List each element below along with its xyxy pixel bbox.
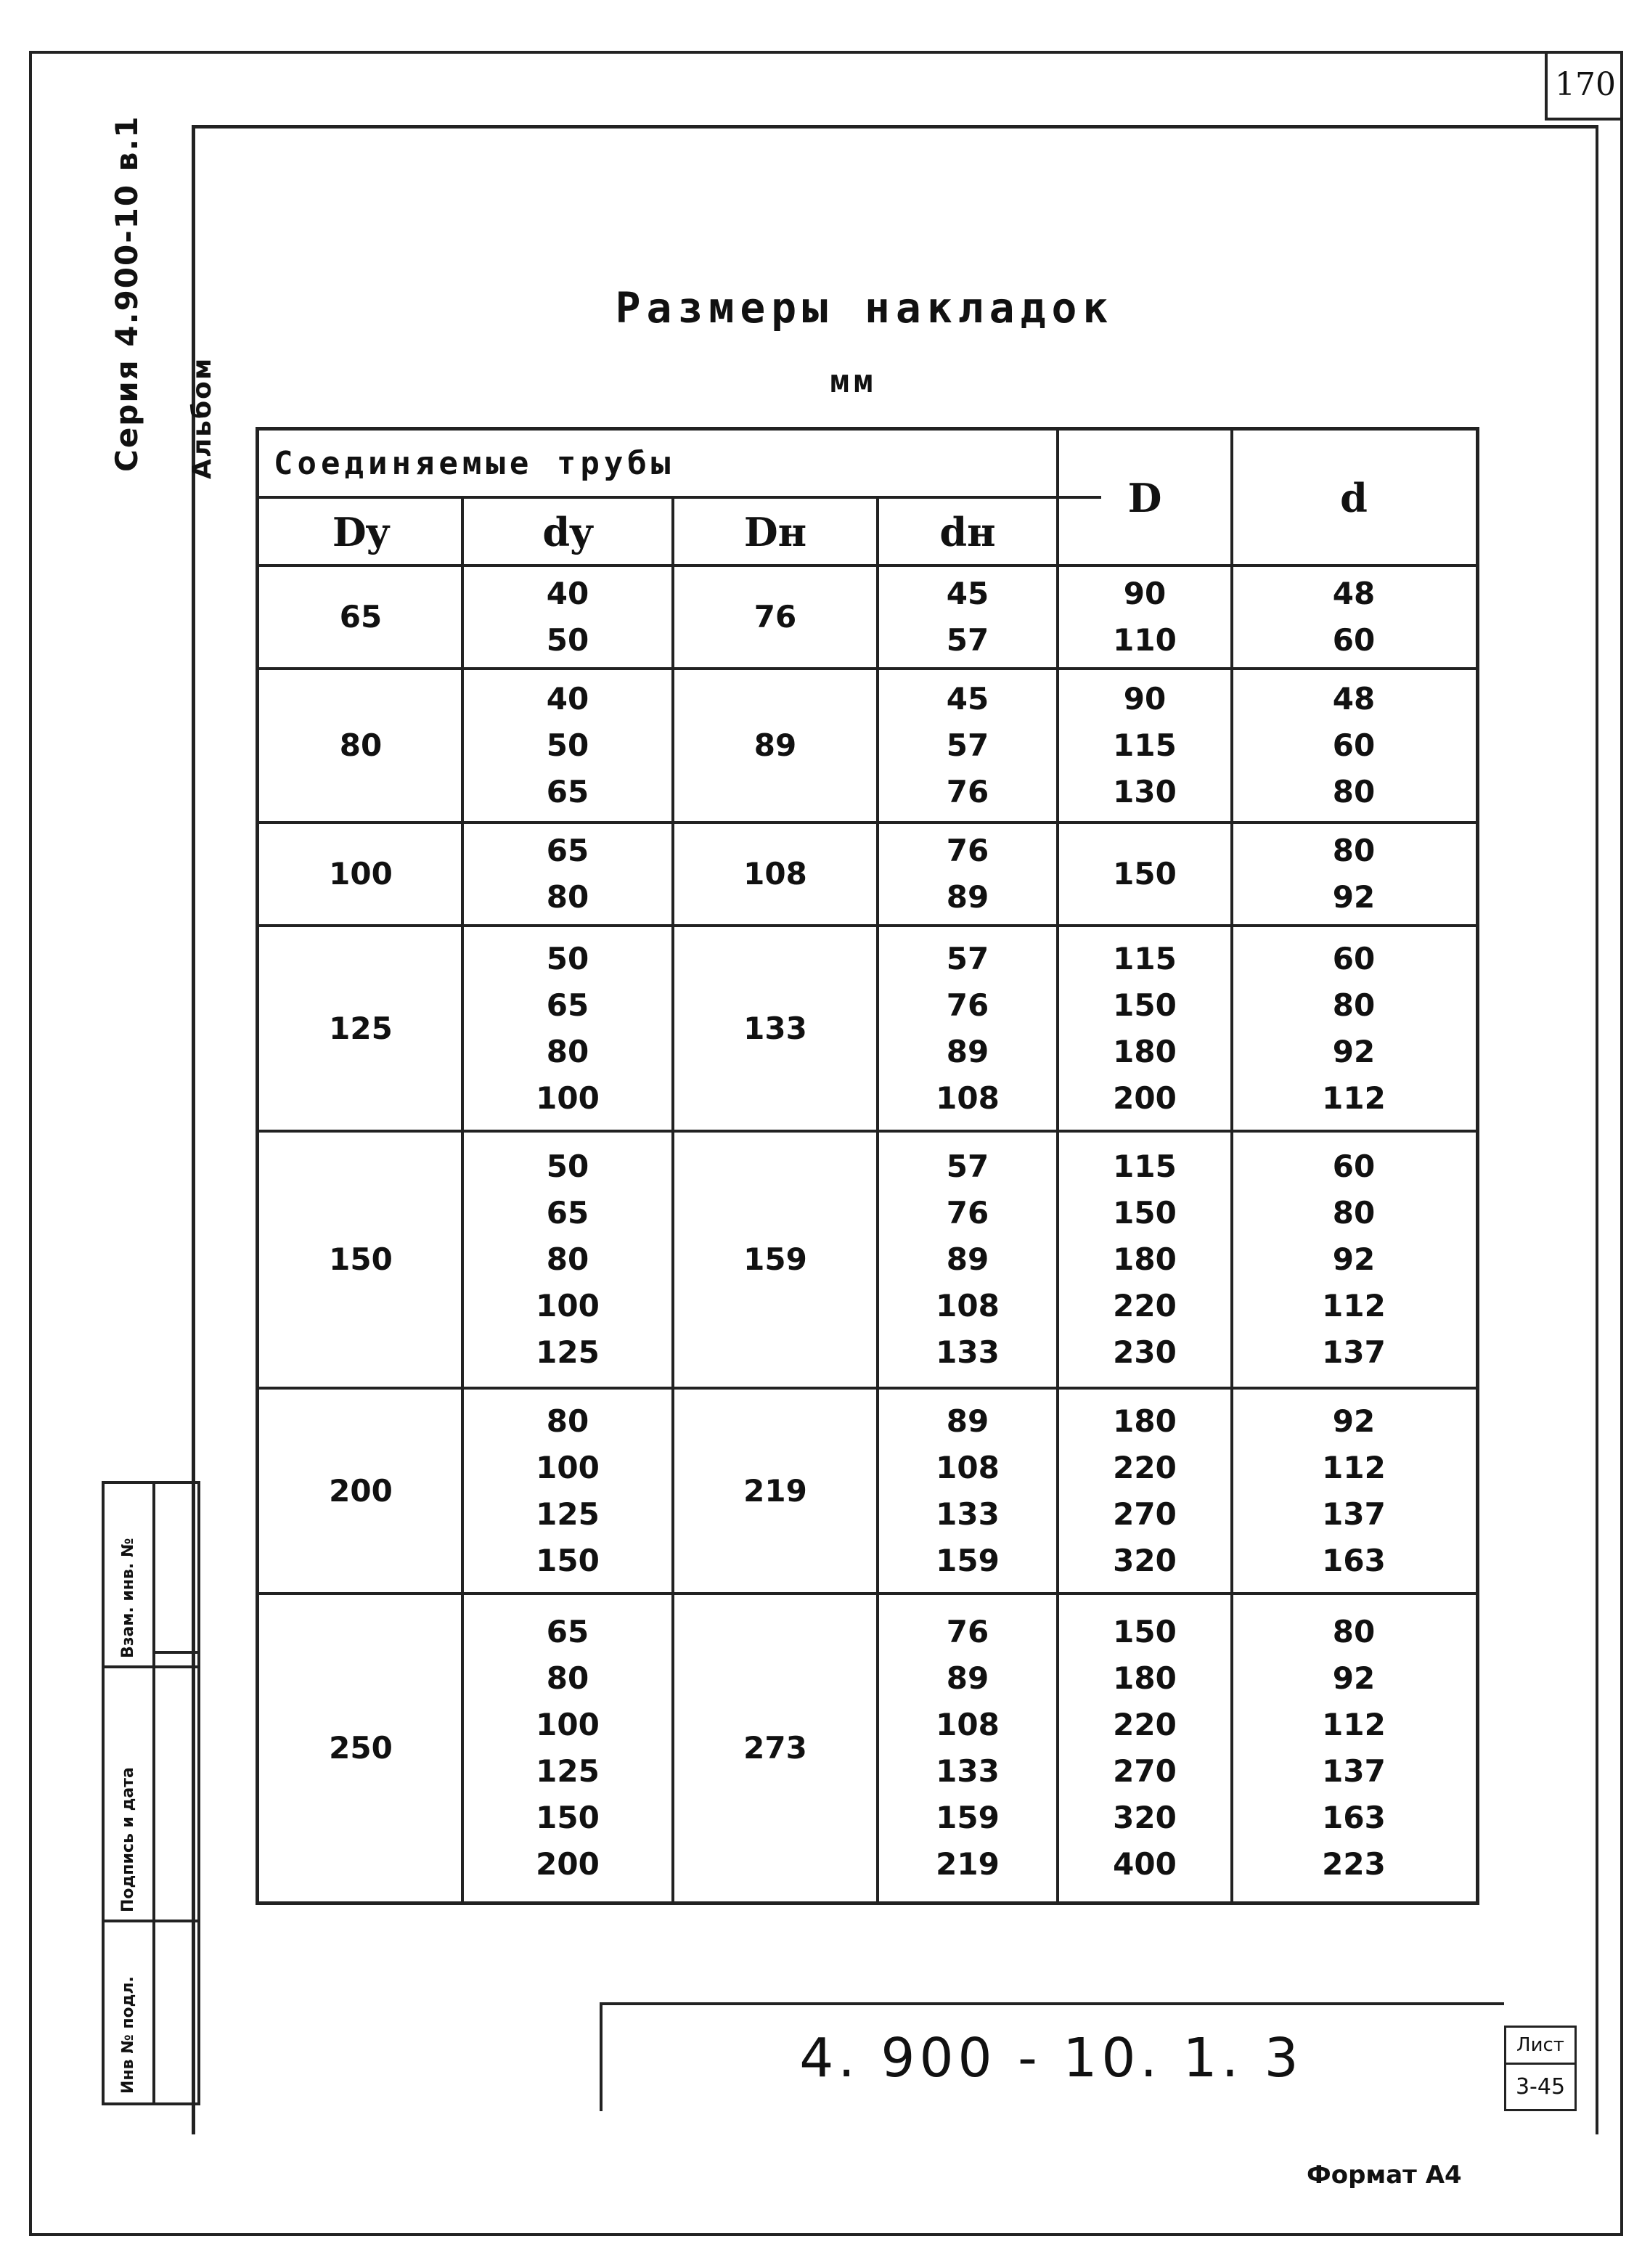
cell-value: 137: [1322, 1753, 1386, 1789]
cell-value: 80: [1332, 987, 1376, 1023]
cell-value: 115: [1113, 727, 1177, 763]
cell-dn: [878, 823, 1058, 926]
header-D: D: [1127, 475, 1162, 521]
cell-dy: [462, 1594, 673, 1902]
cell-value: 89: [946, 879, 989, 915]
cell-value: 50: [546, 1149, 589, 1184]
cell-Dy: [259, 823, 462, 926]
cell-dn: [878, 1388, 1058, 1594]
cell-value: 137: [1322, 1496, 1386, 1532]
cell-d: [1232, 669, 1476, 823]
cell-value: 112: [1322, 1706, 1386, 1742]
cell-value: 80: [1332, 1195, 1376, 1231]
cell-value: 76: [946, 774, 989, 809]
cell-value: 60: [1332, 727, 1376, 763]
cell-value: 219: [743, 1472, 807, 1509]
cell-Dy: [259, 1388, 462, 1594]
cell-value: 48: [1332, 681, 1376, 717]
unit-label: мм: [830, 363, 878, 400]
cell-Dy: [259, 669, 462, 823]
cell-value: 150: [536, 1542, 600, 1578]
cell-value: 89: [946, 1403, 989, 1439]
cell-value: 115: [1113, 1149, 1177, 1184]
cell-dy: [462, 1131, 673, 1388]
cell-value: 65: [546, 1613, 589, 1649]
cell-dn: [878, 1594, 1058, 1902]
cell-Dy: [259, 566, 462, 669]
cell-value: 76: [946, 833, 989, 868]
cell-value: 150: [536, 1799, 600, 1835]
cell-value: 92: [1332, 1403, 1376, 1439]
cell-value: 100: [536, 1080, 600, 1116]
cell-d: [1232, 1594, 1476, 1902]
cell-value: 220: [1113, 1288, 1177, 1323]
cell-value: 163: [1322, 1799, 1386, 1835]
cell-value: 80: [1332, 833, 1376, 868]
cell-dy: [462, 926, 673, 1131]
cell-value: 180: [1113, 1033, 1177, 1069]
cell-dn: [878, 566, 1058, 669]
cell-value: 100: [536, 1288, 600, 1323]
cell-value: 180: [1113, 1660, 1177, 1696]
cell-value: 100: [536, 1706, 600, 1742]
cell-value: 108: [936, 1080, 1000, 1116]
cell-value: 320: [1113, 1542, 1177, 1578]
cell-value: 65: [339, 599, 383, 635]
cell-value: 133: [743, 1010, 807, 1046]
cell-value: 159: [936, 1799, 1000, 1835]
cell-value: 159: [743, 1241, 807, 1277]
cell-value: 40: [546, 576, 589, 611]
dimensions-table: [256, 427, 1479, 1905]
cell-value: 273: [743, 1729, 807, 1766]
cell-value: 150: [1113, 1613, 1177, 1649]
cell-value: 45: [946, 576, 989, 611]
cell-value: 80: [339, 727, 383, 763]
cell-D: [1058, 1388, 1232, 1594]
cell-value: 133: [936, 1753, 1000, 1789]
cell-D: [1058, 823, 1232, 926]
cell-value: 100: [329, 856, 393, 892]
cell-value: 76: [753, 599, 797, 635]
cell-value: 60: [1332, 1149, 1376, 1184]
cell-value: 48: [1332, 576, 1376, 611]
cell-Dy: [259, 926, 462, 1131]
format-label: Формат А4: [1307, 2161, 1462, 2190]
header-dy: dy: [542, 509, 593, 555]
cell-value: 400: [1113, 1845, 1177, 1882]
cell-value: 159: [936, 1542, 1000, 1578]
cell-d: [1232, 926, 1476, 1131]
cell-value: 180: [1113, 1241, 1177, 1277]
cell-value: 130: [1113, 774, 1177, 809]
cell-dy: [462, 823, 673, 926]
cell-value: 76: [946, 987, 989, 1023]
cell-value: 125: [329, 1010, 393, 1046]
cell-Dn: [673, 926, 878, 1131]
cell-value: 57: [946, 622, 989, 658]
cell-value: 60: [1332, 940, 1376, 976]
cell-value: 219: [936, 1845, 1000, 1882]
cell-Dn: [673, 566, 878, 669]
cell-dy: [462, 1388, 673, 1594]
cell-value: 133: [936, 1334, 1000, 1370]
cell-value: 50: [546, 727, 589, 763]
cell-value: 150: [1113, 987, 1177, 1023]
cell-value: 223: [1322, 1845, 1386, 1882]
cell-value: 125: [536, 1753, 600, 1789]
cell-value: 89: [753, 727, 797, 763]
cell-value: 180: [1113, 1403, 1177, 1439]
cell-value: 92: [1332, 879, 1376, 915]
cell-dn: [878, 926, 1058, 1131]
cell-value: 92: [1332, 1660, 1376, 1696]
cell-value: 80: [546, 1241, 589, 1277]
cell-value: 220: [1113, 1449, 1177, 1485]
stamp-sign-label: Подпись и дата: [119, 1767, 137, 1912]
cell-value: 65: [546, 1195, 589, 1231]
header-Dn: Dн: [743, 509, 807, 555]
cell-value: 112: [1322, 1449, 1386, 1485]
cell-value: 270: [1113, 1753, 1177, 1789]
cell-value: 112: [1322, 1288, 1386, 1323]
cell-dy: [462, 566, 673, 669]
cell-value: 90: [1123, 576, 1167, 611]
cell-value: 40: [546, 681, 589, 717]
cell-value: 80: [546, 879, 589, 915]
cell-value: 80: [1332, 1613, 1376, 1649]
cell-value: 115: [1113, 940, 1177, 976]
cell-value: 220: [1113, 1706, 1177, 1742]
cell-D: [1058, 1131, 1232, 1388]
page-title: Размеры накладок: [615, 283, 1114, 333]
cell-value: 80: [546, 1033, 589, 1069]
cell-value: 65: [546, 774, 589, 809]
cell-value: 200: [536, 1845, 600, 1882]
cell-value: 133: [936, 1496, 1000, 1532]
cell-value: 108: [936, 1288, 1000, 1323]
group-header: Соединяемые трубы: [259, 431, 1101, 499]
cell-D: [1058, 926, 1232, 1131]
cell-value: 108: [743, 856, 807, 892]
cell-value: 65: [546, 833, 589, 868]
header-d: d: [1340, 475, 1368, 521]
cell-d: [1232, 1131, 1476, 1388]
cell-value: 150: [1113, 1195, 1177, 1231]
cell-value: 90: [1123, 681, 1167, 717]
cell-Dn: [673, 1388, 878, 1594]
cell-value: 137: [1322, 1334, 1386, 1370]
cell-value: 45: [946, 681, 989, 717]
cell-value: 80: [546, 1660, 589, 1696]
cell-value: 200: [329, 1472, 393, 1509]
album-label: Альбом: [187, 356, 217, 479]
cell-Dy: [259, 1131, 462, 1388]
cell-D: [1058, 669, 1232, 823]
cell-Dn: [673, 669, 878, 823]
cell-value: 92: [1332, 1033, 1376, 1069]
cell-value: 57: [946, 1149, 989, 1184]
cell-value: 60: [1332, 622, 1376, 658]
cell-value: 89: [946, 1241, 989, 1277]
cell-value: 80: [546, 1403, 589, 1439]
cell-Dy: [259, 1594, 462, 1902]
cell-value: 150: [1113, 856, 1177, 892]
cell-d: [1232, 1388, 1476, 1594]
page-number: 170: [1545, 51, 1623, 121]
cell-d: [1232, 566, 1476, 669]
cell-dn: [878, 669, 1058, 823]
cell-d: [1232, 823, 1476, 926]
title-block: [600, 2002, 1504, 2111]
header-Dy: Dy: [332, 509, 390, 555]
series-label: Серия 4.900-10 в.1: [109, 115, 144, 472]
cell-value: 57: [946, 727, 989, 763]
cell-value: 108: [936, 1449, 1000, 1485]
cell-value: 200: [1113, 1080, 1177, 1116]
cell-D: [1058, 566, 1232, 669]
cell-D: [1058, 1594, 1232, 1902]
sheet-label: Лист: [1506, 2028, 1574, 2065]
cell-value: 76: [946, 1195, 989, 1231]
sheet-box: [1504, 2026, 1577, 2111]
cell-value: 125: [536, 1334, 600, 1370]
cell-value: 57: [946, 940, 989, 976]
cell-value: 112: [1322, 1080, 1386, 1116]
cell-value: 76: [946, 1613, 989, 1649]
cell-Dn: [673, 1594, 878, 1902]
cell-dy: [462, 669, 673, 823]
cell-value: 230: [1113, 1334, 1177, 1370]
cell-value: 110: [1113, 622, 1177, 658]
document-code: 4. 900 - 10. 1. 3: [799, 2027, 1303, 2089]
header-dn: dн: [939, 509, 996, 555]
cell-value: 80: [1332, 774, 1376, 809]
cell-value: 89: [946, 1660, 989, 1696]
cell-value: 65: [546, 987, 589, 1023]
cell-value: 270: [1113, 1496, 1177, 1532]
side-stamp: [102, 1481, 200, 2105]
cell-value: 50: [546, 940, 589, 976]
cell-value: 125: [536, 1496, 600, 1532]
cell-value: 250: [329, 1729, 393, 1766]
cell-value: 50: [546, 622, 589, 658]
cell-value: 92: [1332, 1241, 1376, 1277]
cell-value: 89: [946, 1033, 989, 1069]
cell-value: 100: [536, 1449, 600, 1485]
cell-value: 320: [1113, 1799, 1177, 1835]
cell-value: 150: [329, 1241, 393, 1277]
cell-Dn: [673, 1131, 878, 1388]
stamp-inv-label: Инв № подл.: [119, 1976, 137, 2094]
cell-value: 163: [1322, 1542, 1386, 1578]
sheet-number: 3-45: [1515, 2073, 1566, 2100]
cell-value: 108: [936, 1706, 1000, 1742]
cell-Dn: [673, 823, 878, 926]
stamp-replace-label: Взам. инв. №: [119, 1538, 137, 1658]
cell-dn: [878, 1131, 1058, 1388]
